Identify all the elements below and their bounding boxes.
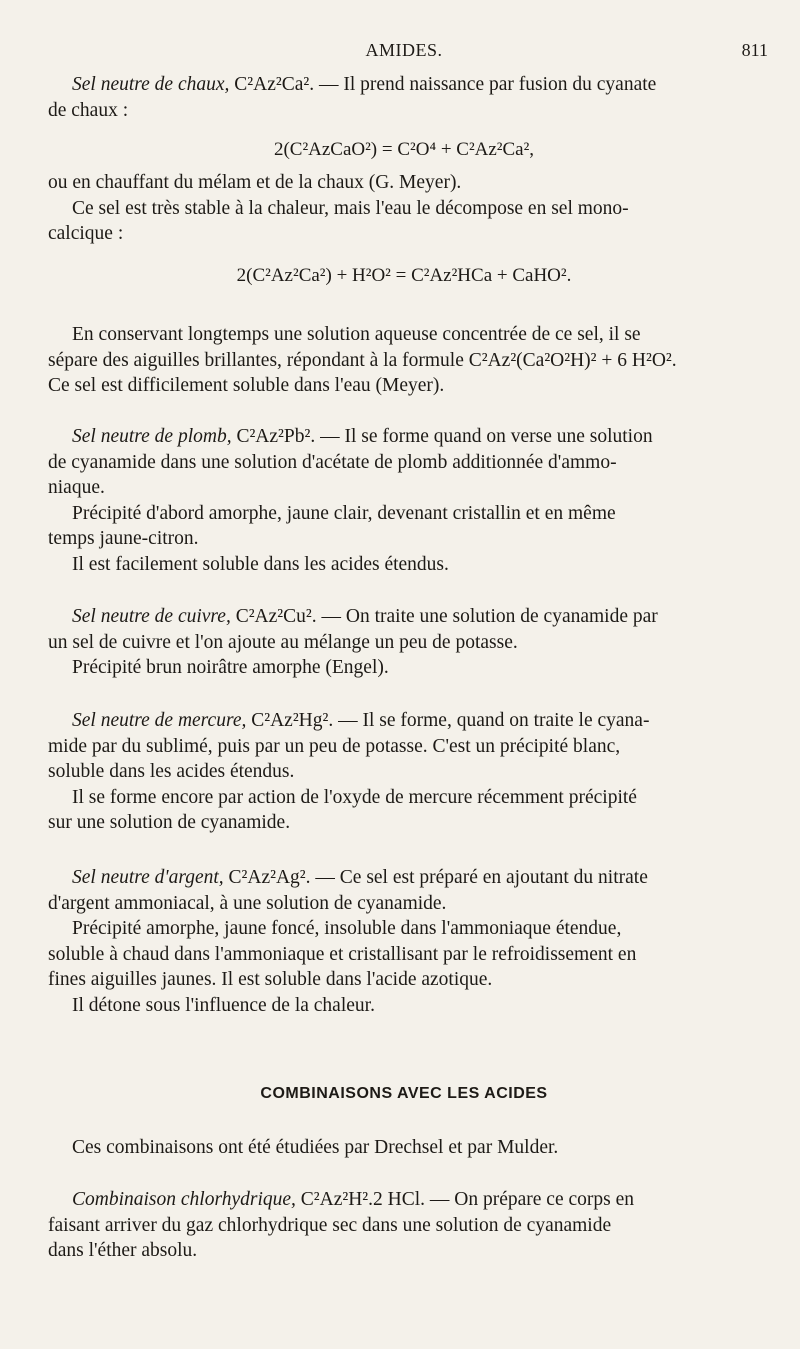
paragraph-line bbox=[48, 424, 760, 450]
paragraph-chlorhydrique bbox=[48, 1187, 760, 1264]
paragraph-line: de chaux : bbox=[48, 99, 129, 121]
paragraph-line: calcique : bbox=[48, 223, 124, 244]
paragraph-line: sépare des aiguilles brillantes, répondant à la formule C²Az²(Ca²O²H)² + 6 H²O². bbox=[48, 349, 677, 371]
paragraph-text: — On traite une solution de cyanamide par bbox=[316, 606, 658, 627]
page-number: 811 bbox=[741, 40, 768, 60]
paragraph-line: fines aiguilles jaunes. Il est soluble dans l'acide azotique. bbox=[48, 969, 493, 990]
paragraph-line: d'argent ammoniacal, à une solution de cyanamide. bbox=[48, 892, 447, 914]
paragraph-mercure bbox=[48, 708, 760, 836]
salt-formula: C²Az²Ca². bbox=[234, 74, 315, 95]
paragraph-chaux-cont bbox=[48, 170, 760, 247]
paragraph-text: — On prépare ce corps en bbox=[425, 1189, 635, 1210]
salt-formula: C²Az²Ag². bbox=[228, 867, 311, 888]
running-title: AMIDES. bbox=[365, 40, 443, 60]
paragraph-intro-acides bbox=[48, 1135, 760, 1161]
paragraph-chaux bbox=[48, 72, 760, 123]
salt-name: Sel neutre de mercure, bbox=[72, 710, 247, 731]
paragraph-line bbox=[48, 72, 760, 98]
paragraph-line bbox=[48, 865, 760, 891]
salt-name: Sel neutre de chaux, bbox=[72, 74, 230, 95]
paragraph-line: un sel de cuivre et l'on ajoute au mélange un peu de potasse. bbox=[48, 631, 518, 653]
equation-2: 2(C²Az²Ca²) + H²O² = C²Az²HCa + CaHO². bbox=[236, 265, 572, 286]
paragraph-line: niaque. bbox=[48, 477, 105, 498]
paragraph-monocalcique bbox=[48, 322, 760, 399]
salt-name: Sel neutre de cuivre, bbox=[72, 606, 231, 627]
paragraph-line bbox=[48, 708, 760, 734]
compound-formula: C²Az²H².2 HCl. bbox=[300, 1189, 426, 1210]
paragraph-line bbox=[48, 1187, 760, 1213]
paragraph-text: — Il prend naissance par fusion du cyanate bbox=[314, 74, 657, 95]
paragraph-line: Il se forme encore par action de l'oxyde de mercure récemment précipité bbox=[72, 786, 637, 808]
paragraph-line: soluble à chaud dans l'ammoniaque et cristallisant par le refroidissement en bbox=[48, 943, 637, 965]
paragraph-line: mide par du sublimé, puis par un peu de potasse. C'est un précipité blanc, bbox=[48, 735, 621, 757]
salt-name: Sel neutre de plomb, bbox=[72, 426, 232, 447]
salt-formula: C²Az²Cu². bbox=[235, 606, 317, 627]
salt-formula: C²Az²Hg². bbox=[251, 710, 334, 731]
paragraph-text: — Il se forme quand on verse une solution bbox=[315, 426, 653, 447]
paragraph-cuivre bbox=[48, 604, 760, 681]
paragraph-line: Précipité brun noirâtre amorphe (Engel). bbox=[72, 657, 389, 678]
salt-formula: C²Az²Pb². bbox=[236, 426, 316, 447]
paragraph-line: de cyanamide dans une solution d'acétate de plomb additionnée d'ammo- bbox=[48, 451, 617, 473]
paragraph-line: Ces combinaisons ont été étudiées par Drechsel et par Mulder. bbox=[72, 1137, 559, 1158]
paragraph-line: Précipité amorphe, jaune foncé, insoluble dans l'ammoniaque étendue, bbox=[72, 918, 622, 939]
paragraph-text: — Il se forme, quand on traite le cyana- bbox=[333, 710, 650, 731]
page-header bbox=[48, 40, 768, 64]
paragraph-line: Précipité d'abord amorphe, jaune clair, devenant cristallin et en même bbox=[72, 502, 616, 524]
equation-1: 2(C²AzCaO²) = C²O⁴ + C²Az²Ca², bbox=[273, 139, 535, 160]
paragraph-line: sur une solution de cyanamide. bbox=[48, 812, 291, 833]
paragraph-line: Il est facilement soluble dans les acides étendus. bbox=[72, 553, 449, 575]
paragraph-plomb bbox=[48, 424, 760, 577]
paragraph-line: faisant arriver du gaz chlorhydrique sec dans une solution de cyanamide bbox=[48, 1214, 612, 1236]
paragraph-line: ou en chauffant du mélam et de la chaux (G. Meyer). bbox=[48, 172, 462, 193]
paragraph-line: temps jaune-citron. bbox=[48, 528, 199, 549]
paragraph-line: dans l'éther absolu. bbox=[48, 1240, 198, 1261]
section-heading: COMBINAISONS AVEC LES ACIDES bbox=[260, 1085, 548, 1102]
paragraph-argent bbox=[48, 865, 760, 1018]
paragraph-line: Il détone sous l'influence de la chaleur. bbox=[72, 994, 375, 1016]
paragraph-line: Ce sel est difficilement soluble dans l'eau (Meyer). bbox=[48, 375, 445, 396]
paragraph-line: En conservant longtemps une solution aqueuse concentrée de ce sel, il se bbox=[72, 324, 641, 345]
compound-name: Combinaison chlorhydrique, bbox=[72, 1189, 296, 1210]
paragraph-line: soluble dans les acides étendus. bbox=[48, 761, 295, 782]
paragraph-line bbox=[48, 604, 760, 630]
paragraph-text: — Ce sel est préparé en ajoutant du nitrate bbox=[310, 867, 648, 888]
paragraph-line: Ce sel est très stable à la chaleur, mais l'eau le décompose en sel mono- bbox=[72, 197, 629, 219]
salt-name: Sel neutre d'argent, bbox=[72, 867, 224, 888]
